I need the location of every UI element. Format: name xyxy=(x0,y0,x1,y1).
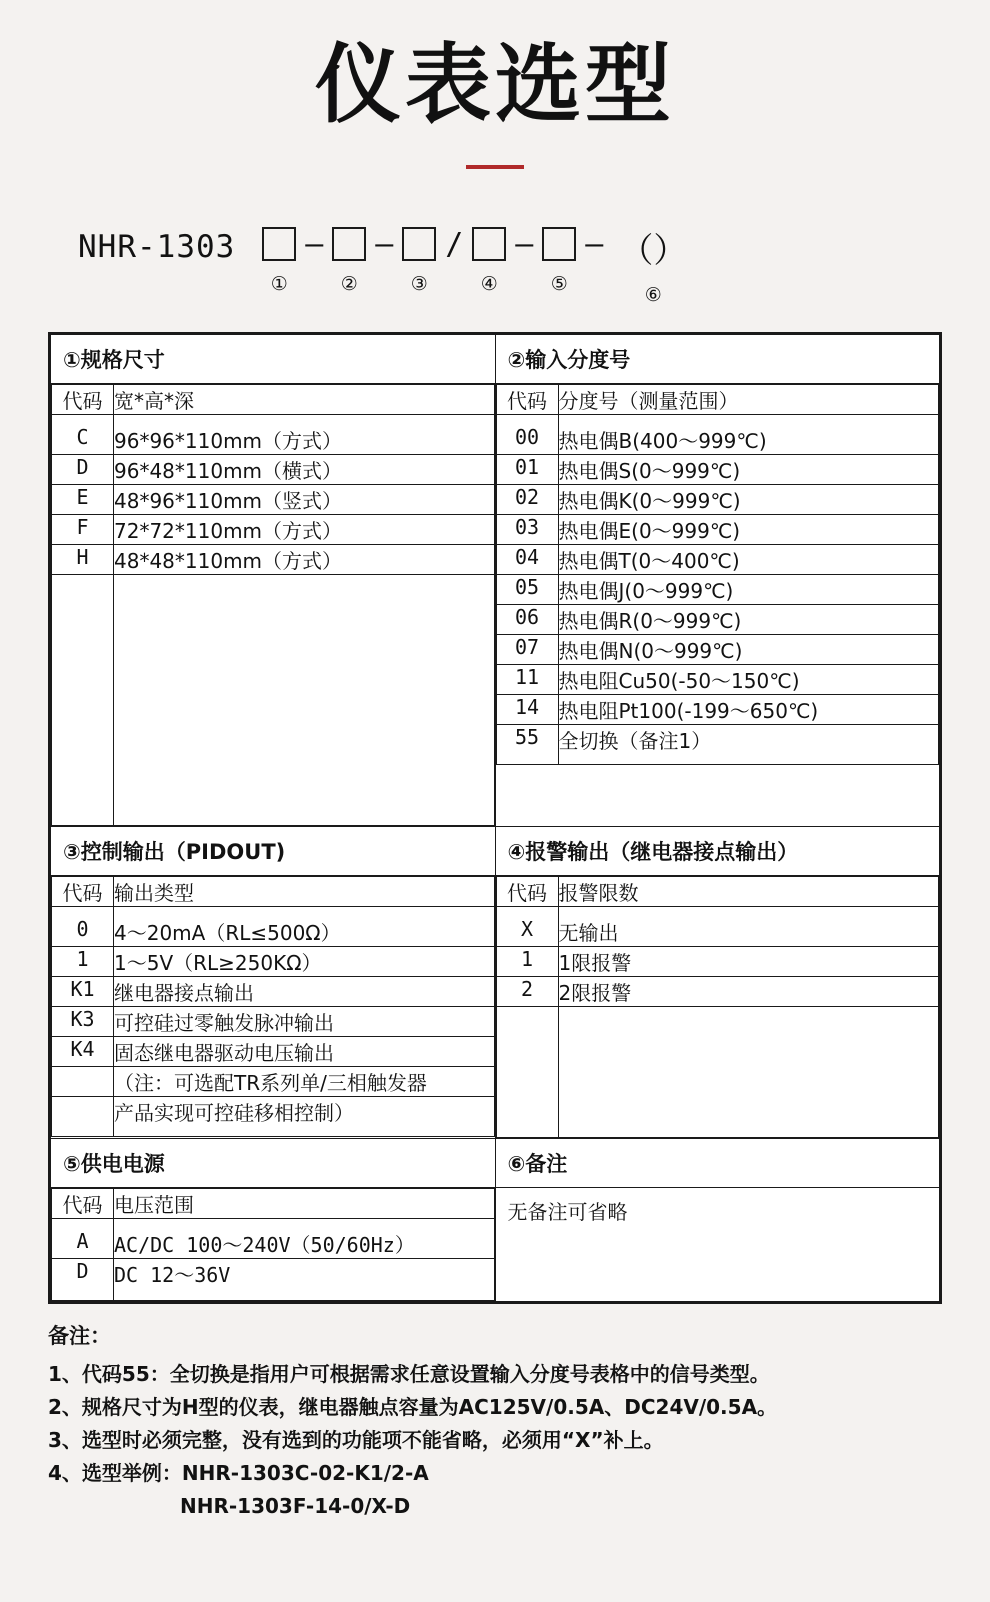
slot-marker-3: ③ xyxy=(410,272,428,295)
list-item xyxy=(52,1188,495,1218)
section-2-heading-cell xyxy=(495,334,940,383)
section-5-desc-1: DC 12～36V xyxy=(114,1258,495,1300)
section-2-code-2: 02 xyxy=(496,484,558,514)
section-3-desc-3: 可控硅过零触发脉冲输出 xyxy=(114,1006,495,1036)
table-row xyxy=(51,826,940,875)
section-4-code-2: 2 xyxy=(496,976,558,1006)
note-item-1: 1、代码55：全切换是指用户可根据需求任意设置输入分度号表格中的信号类型。 xyxy=(48,1361,770,1386)
section-3-desc-4: 固态继电器驱动电压输出 xyxy=(114,1036,495,1066)
section-2-code-10: 55 xyxy=(496,724,558,764)
section-1-heading: ①规格尺寸 xyxy=(63,347,165,372)
list-item xyxy=(52,976,495,1006)
model-slot-4[interactable] xyxy=(467,215,511,295)
list-item xyxy=(496,484,939,514)
section-2-code-9: 14 xyxy=(496,694,558,724)
notes-block xyxy=(48,1320,942,1523)
note-example-second: NHR-1303F-14-0/X-D xyxy=(180,1493,411,1518)
note-item-3: 3、选型时必须完整，没有选到的功能项不能省略，必须用“X”补上。 xyxy=(48,1427,664,1452)
table-row xyxy=(51,383,940,826)
table-row xyxy=(51,1187,940,1301)
section-4-col-code: 代码 xyxy=(496,876,558,906)
section-3-code-6 xyxy=(52,1096,114,1136)
section-5-col-desc: 电压范围 xyxy=(114,1188,495,1218)
slot-marker-2: ② xyxy=(340,272,358,295)
section-2-col-code: 代码 xyxy=(496,384,558,414)
section-3-code-4: K4 xyxy=(52,1036,114,1066)
section-2-desc-9: 热电阻Pt100(-199～650℃) xyxy=(558,694,939,724)
section-3-body xyxy=(51,875,496,1138)
section-2-code-8: 11 xyxy=(496,664,558,694)
model-slot-2[interactable] xyxy=(327,215,371,295)
section-3-code-0: 0 xyxy=(52,906,114,946)
slot-box-3[interactable] xyxy=(402,227,436,261)
section-3-desc-6: 产品实现可控硅移相控制） xyxy=(114,1096,495,1136)
notes-title: 备注： xyxy=(48,1323,111,1348)
section-5-heading-cell xyxy=(51,1138,496,1187)
section-3-desc-2: 继电器接点输出 xyxy=(114,976,495,1006)
section-4-desc-2: 2限报警 xyxy=(558,976,939,1006)
paren-open: （ xyxy=(619,230,654,271)
slot-box-1[interactable] xyxy=(262,227,296,261)
section-2-desc-4: 热电偶T(0～400℃) xyxy=(558,544,939,574)
list-item xyxy=(52,1036,495,1066)
list-item xyxy=(496,574,939,604)
list-item xyxy=(496,544,939,574)
list-item xyxy=(52,876,495,906)
section-2-code-0: 00 xyxy=(496,414,558,454)
model-slots xyxy=(257,215,699,306)
note-item-4: 4、选型举例：NHR-1303C-02-K1/2-A xyxy=(48,1460,429,1485)
list-item xyxy=(52,514,495,544)
section-4-col-desc: 报警限数 xyxy=(558,876,939,906)
model-separator-3: / xyxy=(445,226,464,262)
list-item xyxy=(52,1096,495,1136)
list-item xyxy=(496,514,939,544)
list-item xyxy=(52,1006,495,1036)
section-4-heading: ④报警输出（继电器接点输出） xyxy=(507,839,799,864)
section-3-code-2: K1 xyxy=(52,976,114,1006)
section-1-desc-4: 48*48*110mm（方式） xyxy=(114,544,495,574)
section-2-desc-2: 热电偶K(0～999℃) xyxy=(558,484,939,514)
model-name: NHR-1303 xyxy=(78,228,236,265)
slot-marker-1: ① xyxy=(270,272,288,295)
slot-marker-6: ⑥ xyxy=(644,283,662,306)
section-2-code-4: 04 xyxy=(496,544,558,574)
list-item xyxy=(52,544,495,574)
section-1-code-2: E xyxy=(52,484,114,514)
list-item xyxy=(496,1006,939,1137)
section-2-code-5: 05 xyxy=(496,574,558,604)
list-item xyxy=(496,694,939,724)
section-4-desc-1: 1限报警 xyxy=(558,946,939,976)
section-6-heading-cell xyxy=(495,1138,940,1187)
section-5-code-1: D xyxy=(52,1258,114,1300)
section-2-desc-7: 热电偶N(0～999℃) xyxy=(558,634,939,664)
list-item xyxy=(52,1066,495,1096)
list-item xyxy=(496,604,939,634)
section-2-desc-0: 热电偶B(400～999℃) xyxy=(558,414,939,454)
section-5-body xyxy=(51,1187,496,1301)
section-2-code-7: 07 xyxy=(496,634,558,664)
section-3-desc-0: 4～20mA（RL≤500Ω） xyxy=(114,906,495,946)
section-1-col-desc: 宽*高*深 xyxy=(114,384,495,414)
model-separator-1: — xyxy=(305,226,324,262)
list-item xyxy=(496,454,939,484)
section-2-desc-1: 热电偶S(0～999℃) xyxy=(558,454,939,484)
section-5-col-code: 代码 xyxy=(52,1188,114,1218)
section-4-code-0: X xyxy=(496,906,558,946)
list-item xyxy=(52,484,495,514)
list-item xyxy=(496,906,939,946)
section-1-code-4: H xyxy=(52,544,114,574)
list-item xyxy=(496,876,939,906)
section-5-code-0: A xyxy=(52,1218,114,1258)
list-item xyxy=(52,454,495,484)
slot-marker-4: ④ xyxy=(480,272,498,295)
model-code-row xyxy=(0,215,990,306)
section-4-heading-cell xyxy=(495,826,940,875)
section-4-body xyxy=(495,875,940,1138)
section-3-code-5 xyxy=(52,1066,114,1096)
section-1-desc-1: 96*48*110mm（横式） xyxy=(114,454,495,484)
list-item xyxy=(52,1258,495,1300)
section-3-col-code: 代码 xyxy=(52,876,114,906)
list-item xyxy=(496,946,939,976)
selection-table xyxy=(48,332,942,1304)
section-2-code-6: 06 xyxy=(496,604,558,634)
page-title: 仪表选型 xyxy=(315,35,675,135)
section-2-desc-3: 热电偶E(0～999℃) xyxy=(558,514,939,544)
section-2-code-3: 03 xyxy=(496,514,558,544)
table-row xyxy=(51,875,940,1138)
slot-box-2[interactable] xyxy=(332,227,366,261)
model-separator-2: — xyxy=(375,226,394,262)
model-separator-4: — xyxy=(515,226,534,262)
table-row xyxy=(51,1138,940,1187)
list-item xyxy=(52,574,495,825)
list-item xyxy=(496,664,939,694)
title-divider xyxy=(466,165,524,169)
section-1-desc-0: 96*96*110mm（方式） xyxy=(114,414,495,454)
section-2-col-desc: 分度号（测量范围） xyxy=(558,384,939,414)
slot-box-5[interactable] xyxy=(542,227,576,261)
section-1-desc-3: 72*72*110mm（方式） xyxy=(114,514,495,544)
slot-marker-5: ⑤ xyxy=(550,272,568,295)
section-2-desc-10: 全切换（备注1） xyxy=(558,724,939,764)
section-2-desc-5: 热电偶J(0～999℃) xyxy=(558,574,939,604)
section-3-heading: ③控制输出（PIDOUT) xyxy=(63,839,286,864)
model-slot-1[interactable] xyxy=(257,215,301,295)
section-5-heading: ⑤供电电源 xyxy=(63,1151,165,1176)
section-6-heading: ⑥备注 xyxy=(507,1151,568,1176)
list-item xyxy=(496,414,939,454)
section-4-code-1: 1 xyxy=(496,946,558,976)
list-item xyxy=(52,1218,495,1258)
model-slot-6[interactable] xyxy=(607,215,699,306)
paren-close: ） xyxy=(653,230,688,271)
section-2-desc-8: 热电阻Cu50(-50～150℃) xyxy=(558,664,939,694)
section-2-code-1: 01 xyxy=(496,454,558,484)
list-item xyxy=(52,384,495,414)
section-5-desc-0: AC/DC 100～240V（50/60Hz） xyxy=(114,1218,495,1258)
section-4-desc-0: 无输出 xyxy=(558,906,939,946)
section-6-text: 无备注可省略 xyxy=(507,1199,628,1224)
list-item xyxy=(496,724,939,764)
section-1-desc-2: 48*96*110mm（竖式） xyxy=(114,484,495,514)
section-1-code-3: F xyxy=(52,514,114,544)
list-item xyxy=(496,976,939,1006)
section-2-heading: ②输入分度号 xyxy=(507,347,631,372)
section-1-code-0: C xyxy=(52,414,114,454)
section-6-body xyxy=(495,1187,940,1301)
section-3-code-3: K3 xyxy=(52,1006,114,1036)
section-3-code-1: 1 xyxy=(52,946,114,976)
section-3-heading-cell xyxy=(51,826,496,875)
section-1-heading-cell xyxy=(51,334,496,383)
list-item xyxy=(52,946,495,976)
section-3-desc-1: 1～5V（RL≥250KΩ） xyxy=(114,946,495,976)
section-1-body xyxy=(51,383,496,826)
slot-box-4[interactable] xyxy=(472,227,506,261)
list-item xyxy=(496,384,939,414)
section-1-col-code: 代码 xyxy=(52,384,114,414)
list-item xyxy=(52,906,495,946)
note-item-2: 2、规格尺寸为H型的仪表，继电器触点容量为AC125V/0.5A、DC24V/0.5A。 xyxy=(48,1394,778,1419)
list-item xyxy=(496,634,939,664)
model-slot-3[interactable] xyxy=(397,215,441,295)
section-2-desc-6: 热电偶R(0～999℃) xyxy=(558,604,939,634)
list-item xyxy=(52,414,495,454)
table-row xyxy=(51,334,940,383)
section-3-desc-5: （注：可选配TR系列单/三相触发器 xyxy=(114,1066,495,1096)
model-slot-5[interactable] xyxy=(537,215,581,295)
section-1-code-1: D xyxy=(52,454,114,484)
section-3-col-desc: 输出类型 xyxy=(114,876,495,906)
model-separator-5: — xyxy=(585,226,604,262)
section-2-body xyxy=(495,383,940,826)
